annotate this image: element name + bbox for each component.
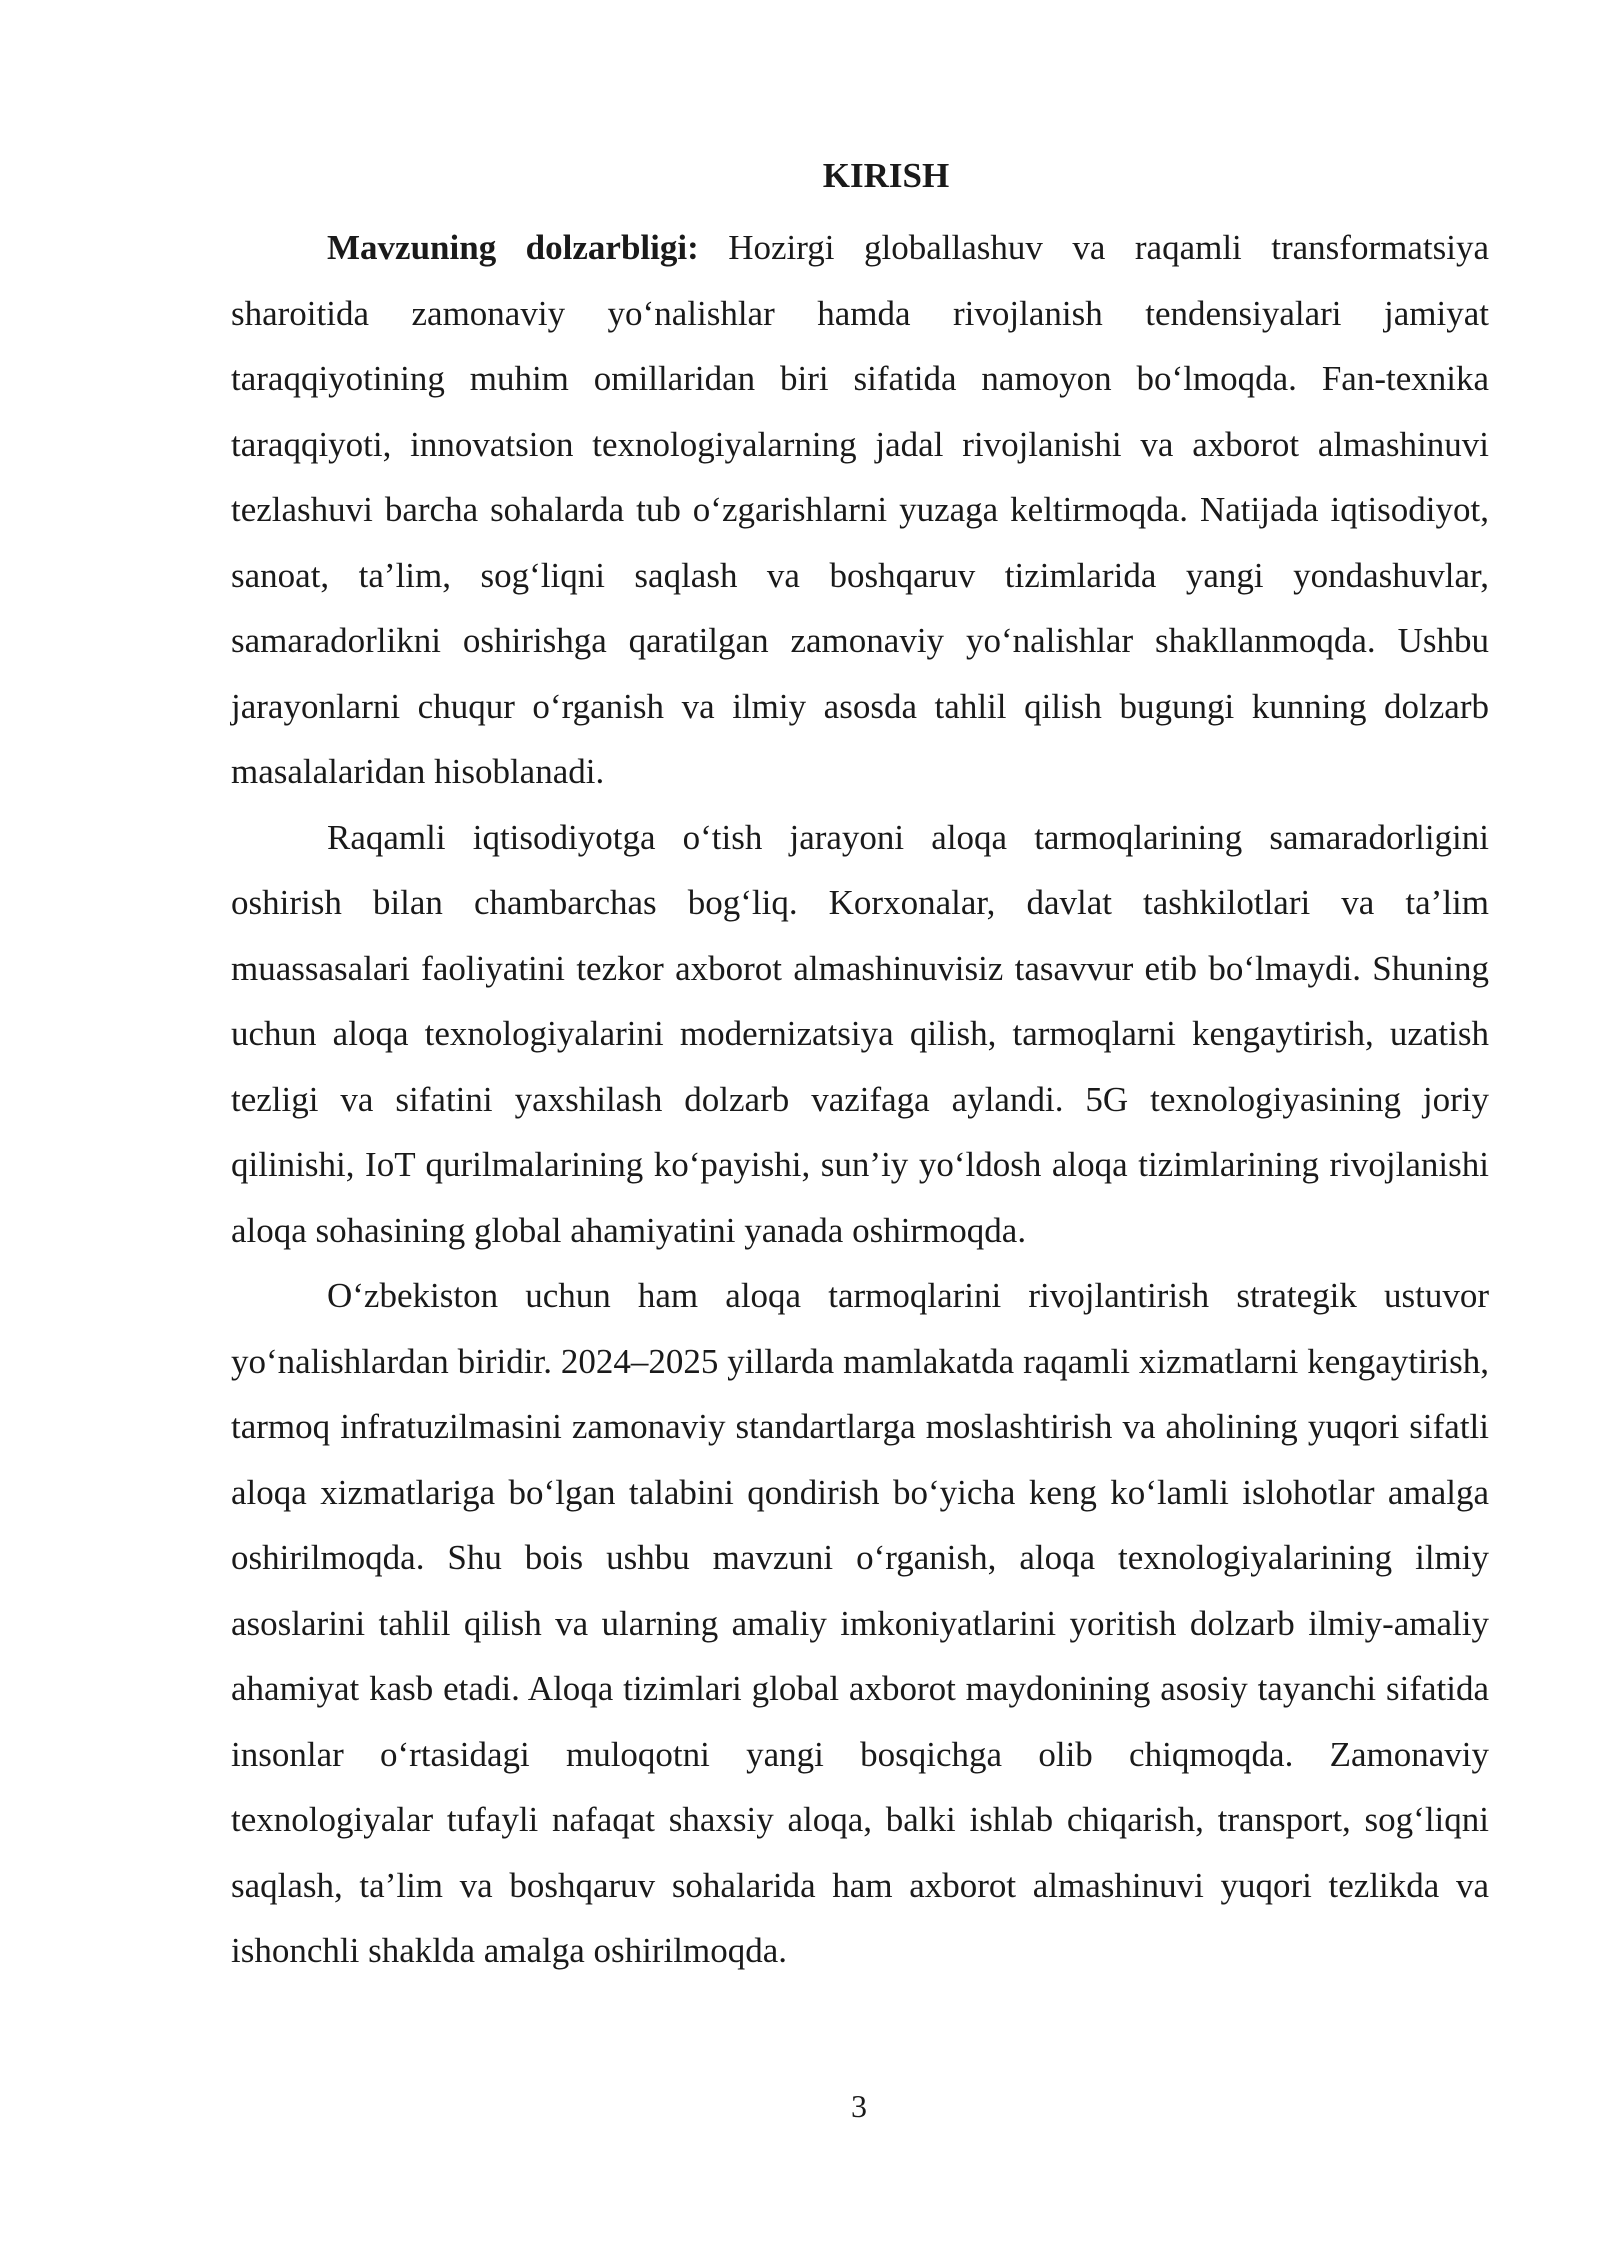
page-number: 3 xyxy=(851,2088,867,2124)
paragraph-text: O‘zbekiston uchun ham aloqa tarmoqlarini rivojlantirish strategik ustuvor yo‘nalishlardan biridir. 2024–2025 yillarda mamlakatda raqamli xizmatlarni kengaytirish, tarmoq infratuzilmasini zamonaviy standartlarga moslashtirish va aholining yuqori sifatli aloqa xizmatlariga bo‘lgan talabini qondirish bo‘yicha keng ko‘lamli islohotlar amalga oshirilmoqda. Shu bois ushbu mavzuni o‘rganish, aloqa texnologiyalarining ilmiy asoslarini tahlil qilish va ularning amaliy imkoniyatlarini yoritish dolzarb ilmiy-amaliy ahamiyat kasb etadi. Aloqa tizimlari global axborot maydonining asosiy tayanchi sifatida insonlar o‘rtasidagi muloqotni yangi bosqichga olib chiqmoqda. Zamonaviy texnologiyalar tufayli nafaqat shaxsiy aloqa, balki ishlab chiqarish, transport, sog‘liqni saqlash, ta’lim va boshqaruv sohalarida ham axborot almashinuvi yuqori tezlikda va ishonchli shaklda amalga oshirilmoqda. xyxy=(231,1276,1489,1970)
paragraph-text: Hozirgi globallashuv va raqamli transformatsiya sharoitida zamonaviy yo‘nalishlar hamda rivojlanish tendensiyalari jamiyat taraqqiyotining muhim omillaridan biri sifatida namoyon bo‘lmoqda. Fan-texnika taraqqiyoti, innovatsion texnologiyalarning jadal rivojlanishi va axborot almashinuvi tezlashuvi barcha sohalarda tub o‘zgarishlarni yuzaga keltirmoqda. Natijada iqtisodiyot, sanoat, ta’lim, sog‘liqni saqlash va boshqaruv tizimlarida yangi yondashuvlar, samaradorlikni oshirishga qaratilgan zamonaviy yo‘nalishlar shakllanmoqda. Ushbu jarayonlarni chuqur o‘rganish va ilmiy asosda tahlil qilish bugungi kunning dolzarb masalalaridan hisoblanadi. xyxy=(231,228,1489,791)
paragraph-uzbekistan xyxy=(231,1263,1489,1984)
section-title: KIRISH xyxy=(822,156,950,195)
paragraph-text: Raqamli iqtisodiyotga o‘tish jarayoni aloqa tarmoqlarining samaradorligini oshirish bilan chambarchas bog‘liq. Korxonalar, davlat tashkilotlari va ta’lim muassasalari faoliyatini tezkor axborot almashinuvisiz tasavvur etib bo‘lmaydi. Shuning uchun aloqa texnologiyalarini modernizatsiya qilish, tarmoqlarni kengaytirish, uzatish tezligi va sifatini yaxshilash dolzarb vazifaga aylandi. 5G texnologiyasining joriy qilinishi, IoT qurilmalarining ko‘payishi, sun’iy yo‘ldosh aloqa tizimlarining rivojlanishi aloqa sohasining global ahamiyatini yanada oshirmoqda. xyxy=(231,817,1489,1250)
paragraph-lead: Mavzuning dolzarbligi: xyxy=(327,228,699,267)
page-content xyxy=(231,152,1489,1984)
paragraph-digital-economy xyxy=(231,805,1489,1264)
paragraph-relevance xyxy=(231,215,1489,805)
